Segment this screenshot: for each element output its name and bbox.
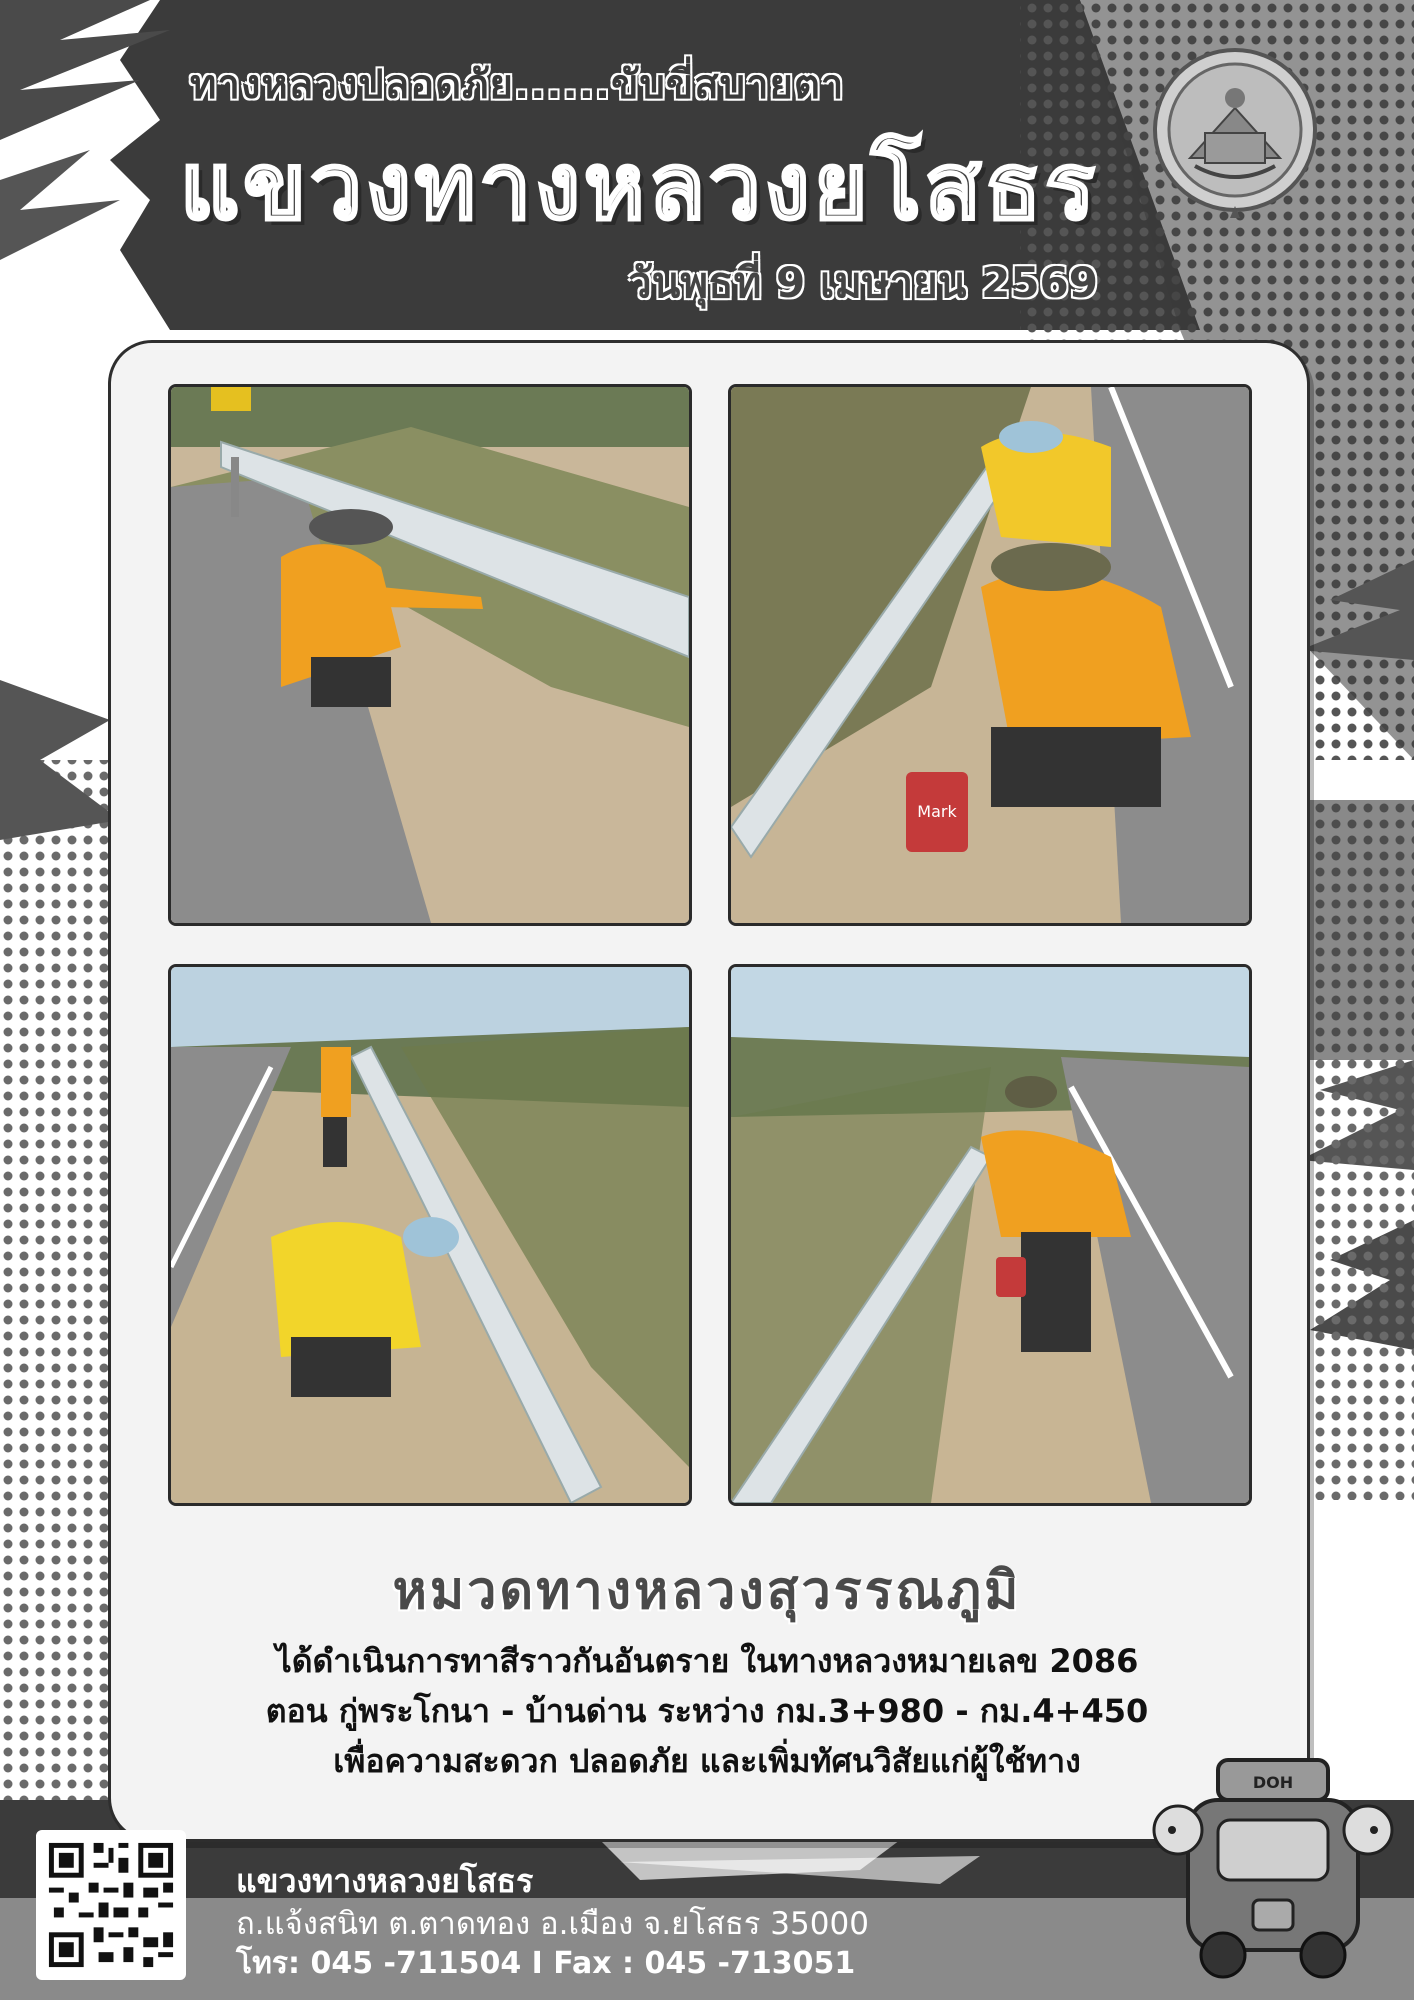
footer-address: ถ.แจ้งสนิท ต.ตาดทอง อ.เมือง จ.ยโสธร 35000 — [236, 1906, 869, 1942]
department-seal-logo — [1150, 38, 1320, 228]
description-line-3: เพื่อความสะดวก ปลอดภัย และเพิ่มทัศนวิสัยแก่ผู้ใช้ทาง — [333, 1742, 1081, 1780]
slogan: ทางหลวงปลอดภัย......ขับขี่สบายตา — [190, 62, 845, 108]
paint-can-label: Mark — [917, 802, 957, 821]
photo-worker-standing-painting-guardrail — [728, 964, 1252, 1506]
description-line-2: ตอน กู่พระโกนา - บ้านด่าน ระหว่าง กม.3+980 - กม.4+450 — [265, 1692, 1149, 1730]
mascot-label: DOH — [1252, 1773, 1294, 1792]
photo-two-workers-painting-guardrail-with-paint-can — [728, 384, 1252, 926]
footer-office-name: แขวงทางหลวงยโสธร — [236, 1862, 534, 1900]
description-line-1: ได้ดำเนินการทาสีราวกันอันตราย ในทางหลวงหมายเลข 2086 — [275, 1642, 1139, 1680]
photo-workers-painting-guardrail-roadside — [168, 964, 692, 1506]
page-title: แขวงทางหลวงยโสธร — [180, 133, 1099, 240]
photo-worker-crouching-painting-guardrail — [168, 384, 692, 926]
unit-heading: หมวดทางหลวงสุวรรณภูมิ — [392, 1561, 1022, 1621]
footer-phone-fax: โทร: 045 -711504 I Fax : 045 -713051 — [236, 1946, 856, 1981]
date: วันพุธที่ 9 เมษายน 2569 — [628, 258, 1098, 307]
qr-code — [36, 1830, 186, 1980]
mascot-tuk-tuk-illustration — [1148, 1740, 1398, 1990]
